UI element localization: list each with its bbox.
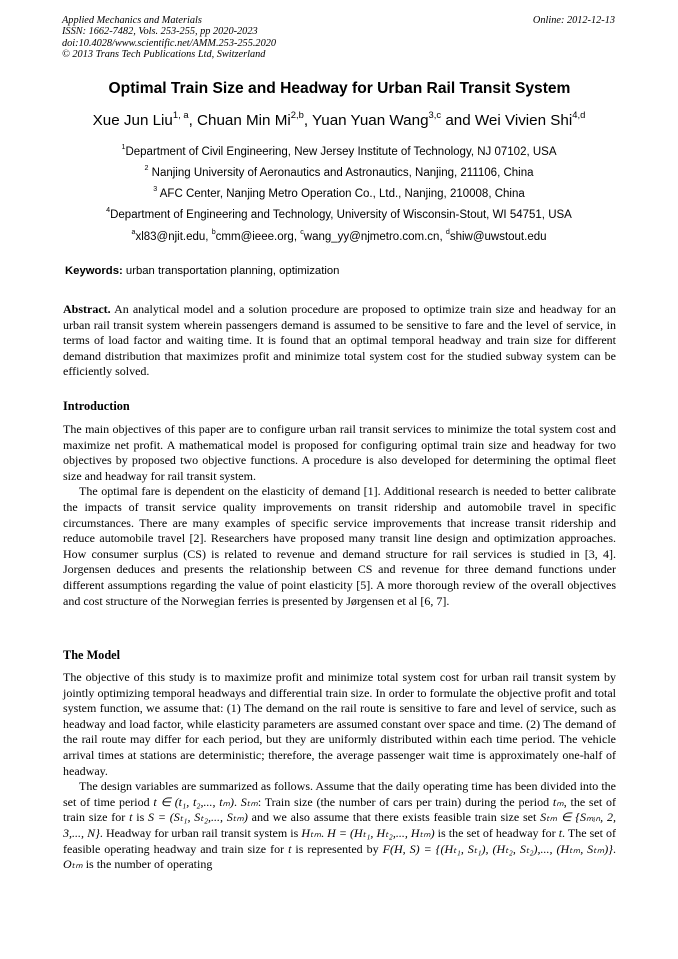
email-sup: a: [131, 228, 136, 237]
running-header: [62, 15, 617, 61]
copyright-line: © 2013 Trans Tech Publications Ltd, Switzerland: [62, 49, 266, 61]
online-date: Online: 2012-12-13: [532, 15, 615, 26]
affil-sup: 2: [144, 164, 149, 173]
affiliation-2: [40, 164, 638, 179]
affil-sup: 1: [121, 143, 126, 152]
affil-text: Department of Engineering and Technology, University of Wisconsin-Stout, WI 54751, USA: [110, 209, 572, 221]
affil-sup: 4: [106, 206, 111, 215]
author-sup: 4,d: [572, 109, 586, 120]
email-line: [40, 228, 638, 243]
paragraph: The objective of this study is to maximize profit and minimize total system cost for urban rail transit system by jointly optimizing temporal headways and differential train size. In order to formulate the objective profit and total system function, we assume that: (1) The demand on the rail route is sensitive to fare and level of service, such as headway and load factor, while elasticity parameters are assumed constant over space and time. (2) The demand of the rail route may differ for each period, but they are uniformly distributed within each time period. The vehicle arrival times at stations are deterministic; therefore, the average passenger wait time is approximately one-half of headway.: [63, 670, 616, 778]
author-sup: 3,c: [428, 109, 442, 120]
paragraph: The optimal fare is dependent on the elasticity of demand [1]. Additional research is needed to better calibrate the impacts of transit service quality improvements on transit ridership and automobile travel in specific circumstances. There are many examples of specific service improvements that increase transit ridership and reduce automobile travel [2]. Researchers have proposed many transit line design and optimization approaches. How consumer surplus (CS) is related to revenue and demand structure for rail services is studied in [3, 4]. Jorgensen deduces and presents the relationship between CS and revenue for three demand functions under different assumptions regarding the value of point elasticity [5]. A more thorough review of the overall objectives and cost structure of the Norwegian ferries is presented by Jørgensen et al [6, 7].: [63, 484, 616, 608]
author-name: Yuan Yuan Wang: [311, 112, 429, 129]
math-expression: Hₜₘ: [301, 825, 322, 840]
paragraph: The design variables are summarized as follows. Assume that the daily operating time has been divided into the set of time period t ∈ (t₁, t₂,..., tₘ). Sₜₘ: Train size (the number of cars per train) during the period tₘ, the set of train size for t is S = (Sₜ₁, Sₜ₂,..., Sₜₘ) and we also assume that there exists feasible train size set Sₜₘ ∈ {Sₘᵢₙ, 2, 3,..., N}. Headway for urban rail transit system is Hₜₘ. H = (Hₜ₁, Hₜ₂,..., Hₜₘ) is the set of headway for t. The set of feasible operating headway and train size for t is represented by F(H, S) = {(Hₜ₁, Sₜ₁), (Hₜ₂, Sₜ₂),..., (Hₜₘ, Sₜₘ)}. Oₜₘ is the number of operating: [63, 779, 616, 872]
model-body: [63, 670, 616, 873]
email-text: wang_yy@njmetro.com.cn,: [303, 231, 446, 243]
math-expression: Oₜₘ: [63, 857, 83, 872]
abstract-text: An analytical model and a solution procedure are proposed to optimize train size and headway for an urban rail transit system wherein passengers demand is assumed to be sensitive to fare and the level of service, in terms of load factor and waiting time. It is found that an optimal temporal headway and train size for different demand distribution that maximizes profit and minimize total system cost for the studied subway system can be efficiently solved.: [63, 302, 616, 379]
affil-text: AFC Center, Nanjing Metro Operation Co., Ltd., Nanjing, 210008, China: [159, 188, 525, 200]
keywords: [65, 265, 339, 277]
math-expression: Sₜₘ: [240, 794, 258, 809]
abstract: [63, 302, 616, 380]
math-expression: t: [129, 810, 133, 825]
email-text: shiw@uwstout.edu: [449, 231, 547, 243]
author-sup: 1, a: [172, 109, 189, 120]
affil-text: Department of Civil Engineering, New Jersey Institute of Technology, NJ 07102, USA: [125, 146, 557, 158]
math-expression: t: [558, 825, 563, 840]
section-heading-model: The Model: [63, 648, 121, 662]
email-text: xl83@njit.edu,: [135, 231, 212, 243]
issn-line: ISSN: 1662-7482, Vols. 253-255, pp 2020-2023: [62, 26, 258, 38]
author-name: Xue Jun Liu: [92, 112, 173, 129]
journal-name: Applied Mechanics and Materials: [62, 15, 202, 26]
abstract-label: Abstract.: [63, 302, 111, 316]
email-text: cmm@ieee.org,: [215, 231, 301, 243]
keywords-text: urban transportation planning, optimization: [125, 265, 340, 277]
introduction-body: [63, 422, 616, 609]
math-expression: tₘ: [552, 794, 564, 809]
paragraph: The main objectives of this paper are to configure urban rail transit services to minimize the total system cost and maximize net profit. A mathematical model is proposed for configuring optimal train size and headway for two objectives by proposed two objective functions. A procedure is also developed for determining the optimal fleet size and headway for rail transit system.: [63, 422, 616, 483]
affil-text: Nanjing University of Aeronautics and Astronautics, Nanjing, 211106, China: [151, 167, 534, 179]
math-expression: t: [288, 841, 292, 856]
affiliation-4: [40, 206, 638, 221]
doi-line: doi:10.4028/www.scientific.net/AMM.253-255.2020: [62, 37, 277, 49]
math-expression: F(H, S) = {(Hₜ₁, Sₜ₁), (Hₜ₂, Sₜ₂),..., (Hₜₘ, Sₜₘ)}: [382, 841, 613, 856]
author-list: Xue Jun Liu$^{1, a}$, Chuan Min Mi$^{2,b}$, Yuan Yuan Wang$^{3,c}$ and Wei Vivien Shi$^{4,d}$: [92, 109, 586, 129]
author-sup: 2,b: [290, 109, 304, 120]
email-sup: c: [300, 228, 304, 237]
keywords-label: Keywords:: [65, 265, 123, 277]
author-name: Wei Vivien Shi: [474, 112, 573, 129]
math-expression: t ∈ (t₁, t₂,..., tₘ): [153, 794, 235, 809]
affil-sup: 3: [153, 185, 158, 194]
affiliation-3: [40, 185, 638, 200]
math-expression: H = (Hₜ₁, Hₜ₂,..., Hₜₘ): [327, 825, 435, 840]
author-name: Chuan Min Mi: [197, 112, 291, 129]
email-sup: d: [445, 228, 450, 237]
section-heading-introduction: Introduction: [63, 399, 130, 413]
affiliation-1: [40, 143, 638, 158]
math-expression: Sₜₘ ∈ {Sₘᵢₙ, 2, 3,..., N}: [63, 810, 616, 840]
email-sup: b: [211, 228, 216, 237]
math-expression: S = (Sₜ₁, Sₜ₂,..., Sₜₘ): [148, 810, 248, 825]
paper-title: Optimal Train Size and Headway for Urban Rail Transit System: [108, 80, 571, 97]
